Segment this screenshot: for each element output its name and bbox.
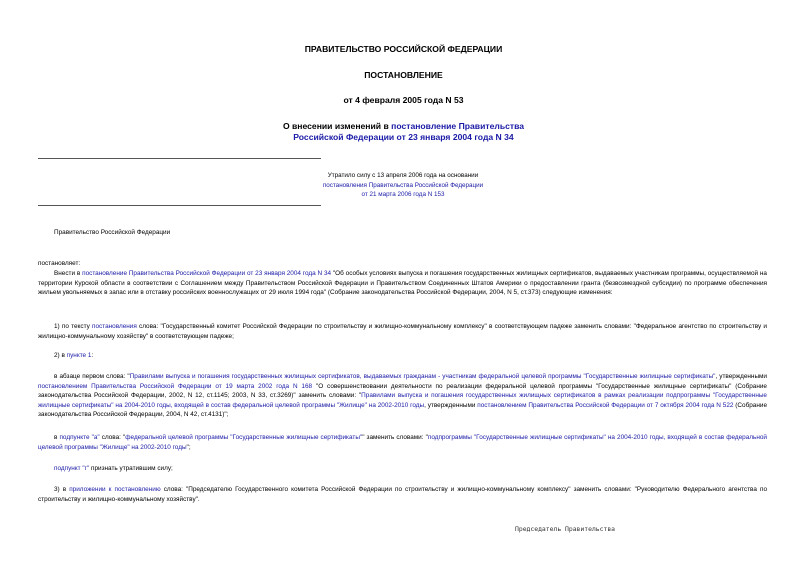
paragraph-2b-link-2[interactable]: федеральной целевой программы "Государственные жилищные сертификаты" — [125, 434, 363, 441]
resolves-text: постановляет: — [38, 260, 81, 267]
paragraph-1 — [38, 322, 767, 341]
paragraph-3-text: 3) в — [54, 486, 70, 493]
document-title — [0, 121, 807, 143]
paragraph-intro-text-2: "Об особых условиях выпуска и погашения государственных жилищных сертификатов, выдаваемых участникам программы, осуществляемой на территории Курской области в соответствии с Соглашением между Правительством Российской Федерации и Правительством Соединенных Штатов Америки о предоставлении гранта (безвозмездной субсидии) по программе обеспечения жильем увольняемых в запас или в отставку российских военнослужащих от 29 июля 1994 года" (Собрание законодательства Российской Федерации, 2004, N 5, ст.373) следующие изменения: — [38, 270, 767, 297]
paragraph-2a-link-2[interactable]: постановлением Правительства Российской Федерации от 19 марта 2002 года N 168 — [38, 382, 313, 390]
paragraph-3-link[interactable]: приложении к постановлению — [69, 486, 161, 493]
paragraph-2a-text-2: , утвержденными — [715, 373, 768, 380]
divider-bottom — [38, 205, 321, 206]
paragraph-2a-text: в абзаце первом слова: " — [54, 373, 130, 380]
paragraph-2b-text: в — [54, 434, 60, 441]
government-heading: ПРАВИТЕЛЬСТВО РОССИЙСКОЙ ФЕДЕРАЦИИ — [304, 44, 503, 54]
validity-note-line1: Утратило силу с 13 апреля 2006 года на основании — [327, 172, 479, 179]
title-prefix: О внесении изменений в — [282, 121, 392, 131]
paragraph-2b-link-3[interactable]: подпрограммы "Государственные жилищные сертификаты" на 2004-2010 годы, входящей в состав федеральной целевой программы "Жилище" на 2002-2010 годы — [38, 434, 767, 451]
paragraph-2a-text-3: "О совершенствовании деятельности по реализации федеральной целевой программы "Государственные жилищные сертификаты" (Собрание законодательства Российской Федерации, 2002, N 12, ст.1145; 2003, N 33, ст.3269)" заменить словами: " — [38, 382, 767, 400]
paragraph-1-text: 1) по тексту — [54, 323, 93, 330]
issuer-text: Правительство Российской Федерации — [54, 229, 171, 236]
paragraph-2b-text-2: слова: " — [99, 434, 126, 441]
paragraph-intro — [38, 269, 767, 298]
paragraph-2a-link-4[interactable]: постановлением Правительства Российской Федерации от 7 октября 2004 года N 522 — [477, 401, 734, 409]
validity-note-link-line2[interactable]: постановления Правительства Российской Федерации — [322, 181, 484, 189]
paragraph-2a-text-4: , утвержденными — [424, 401, 478, 409]
paragraph-2-text: 2) в — [54, 352, 67, 359]
paragraph-2a — [38, 372, 767, 420]
paragraph-1-link[interactable]: постановления — [92, 323, 137, 330]
paragraph-3-text-2: слова: "Председателю Государственного комитета Российской Федерации по строительству и жилищно-коммунальному комплексу" заменить словами: "Руководителю Федерального агентства по строительству и жилищно-коммунальному хозяйству". — [38, 486, 767, 503]
paragraph-2c-text: признать утратившим силу; — [89, 465, 173, 472]
validity-note-link-line3[interactable]: от 21 марта 2006 года N 153 — [361, 191, 445, 199]
paragraph-2-link[interactable]: пункте 1 — [66, 352, 92, 359]
paragraph-2b-text-3: " заменить словами: " — [362, 434, 428, 441]
validity-note — [258, 171, 548, 200]
paragraph-2b — [38, 433, 767, 452]
paragraph-1-text-2: слова: "Государственный комитет Российской Федерации по строительству и жилищно-коммунальному комплексу" в соответствующем падеже заменить словами: "Федеральное агентство по строительству и жилищно-коммунальному хозяйству" в соответствующем падеже; — [38, 323, 767, 340]
divider-top — [38, 158, 321, 159]
paragraph-3 — [38, 485, 767, 504]
paragraph-2c-link[interactable]: подпункт "г" — [54, 465, 90, 472]
paragraph-intro-link[interactable]: постановление Правительства Российской Федерации от 23 января 2004 года N 34 — [82, 270, 332, 277]
date-number-heading: от 4 февраля 2005 года N 53 — [343, 95, 464, 105]
signature-line: Председатель Правительства — [515, 525, 616, 533]
paragraph-2a-text-5: (Собрание законодательства Российской Федерации, 2004, N 42, ст.4131)"; — [38, 401, 768, 419]
paragraph-2b-link-1[interactable]: подпункте "а" — [59, 434, 100, 441]
paragraph-2a-link-1[interactable]: Правилами выпуска и погашения государственных жилищных сертификатов, выдаваемых гражданам - участникам федеральной целевой программы "Государственные жилищные сертификаты" — [129, 373, 716, 380]
paragraph-2a-link-3[interactable]: Правилами выпуска и погашения государственных жилищных сертификатов в рамках реализации подпрограммы "Государственные жилищные сертификаты" на 2004-2010 годы, входящей в состав федеральной целевой программы "Жилище" на 2002-2010 годы — [38, 392, 767, 409]
title-link-line1[interactable]: постановление Правительства — [391, 121, 525, 131]
paragraph-2b-text-4: "; — [186, 443, 191, 451]
paragraph-2-text-2: : — [91, 352, 94, 359]
paragraph-2 — [38, 351, 767, 361]
paragraph-intro-text: Внести в — [54, 270, 83, 277]
document-type-heading: ПОСТАНОВЛЕНИЕ — [364, 70, 443, 80]
title-link-line2[interactable]: Российской Федерации от 23 января 2004 года N 34 — [293, 132, 514, 142]
paragraph-2c — [38, 464, 767, 474]
